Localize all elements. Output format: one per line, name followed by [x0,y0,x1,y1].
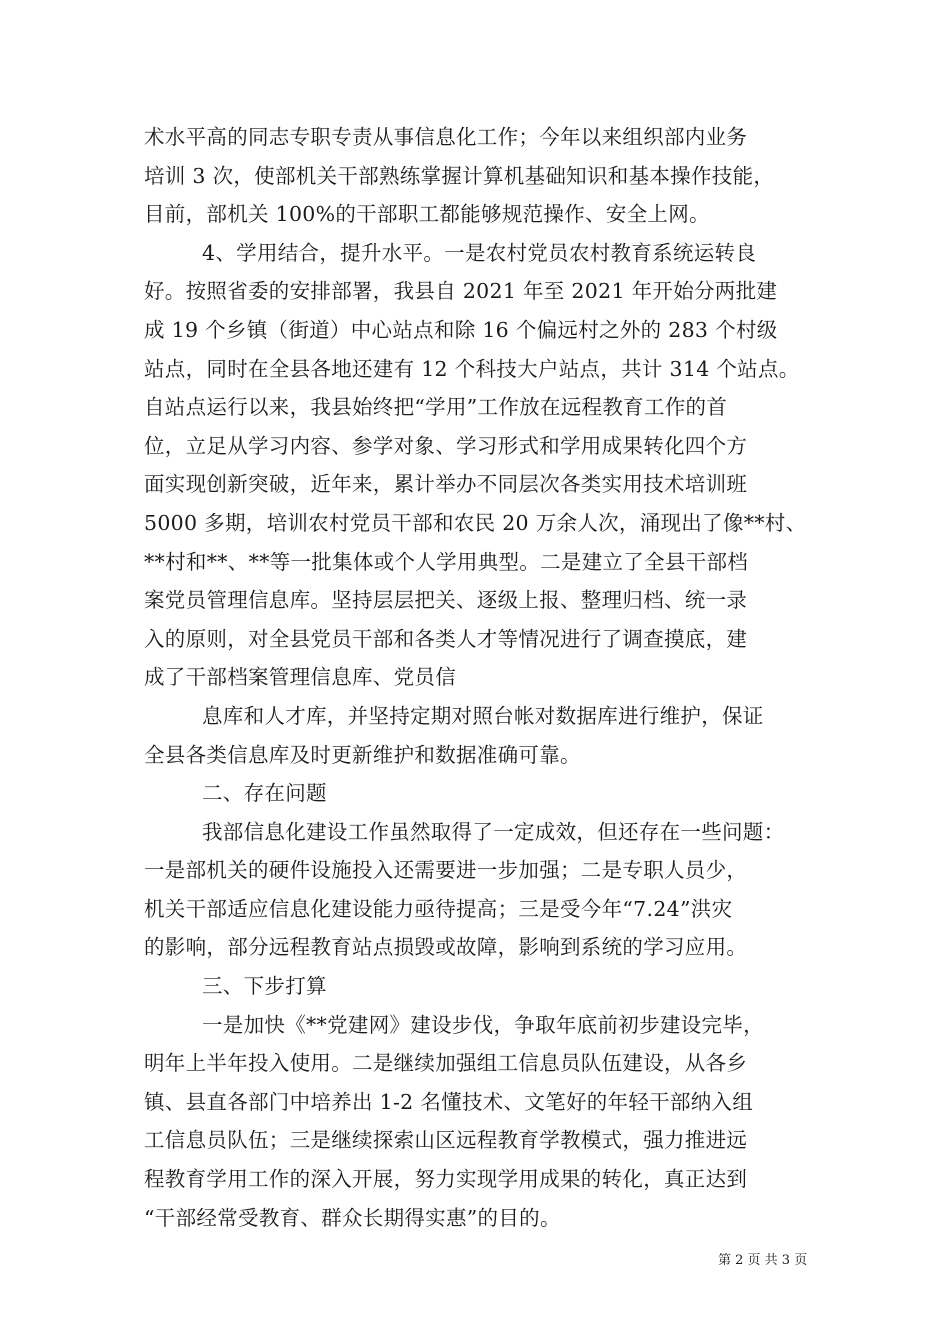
text-line: 一是部机关的硬件设施投入还需要进一步加强；二是专职人员少， [144,858,748,883]
page-number-footer: 第 2 页 共 3 页 [718,1253,808,1268]
text-line: 机关干部适应信息化建设能力亟待提高；三是受今年“7.24”洪灾 [144,896,733,921]
text-line: 明年上半年投入使用。二是继续加强组工信息员队伍建设，从各乡 [144,1051,748,1076]
text-line: 4、学用结合，提升水平。一是农村党员农村教育系统运转良 [202,240,757,265]
text-line: 培训 3 次，使部机关干部熟练掌握计算机基础知识和基本操作技能， [144,163,775,188]
text-line: “干部经常受教育、群众长期得实惠”的目的。 [144,1205,561,1230]
text-line: 二、存在问题 [202,781,327,806]
text-line: 成了干部档案管理信息库、党员信 [144,665,456,690]
text-line: 成 19 个乡镇（街道）中心站点和除 16 个偏远村之外的 283 个村级 [144,317,778,342]
text-line: 我部信息化建设工作虽然取得了一定成效，但还存在一些问题： [202,819,785,844]
text-line: 站点，同时在全县各地还建有 12 个科技大户站点，共计 314 个站点。 [144,356,800,381]
text-line: 位，立足从学习内容、参学对象、学习形式和学用成果转化四个方 [144,433,748,458]
text-line: 程教育学用工作的深入开展，努力实现学用成果的转化，真正达到 [144,1167,748,1192]
text-line: 的影响，部分远程教育站点损毁或故障，影响到系统的学习应用。 [144,935,748,960]
body-text [144,118,810,1237]
text-line: 面实现创新突破，近年来，累计举办不同层次各类实用技术培训班 [144,472,748,497]
text-line: 目前，部机关 100%的干部职工都能够规范操作、安全上网。 [144,202,710,227]
text-line: 5000 多期，培训农村党员干部和农民 20 万余人次，涌现出了像**村、 [144,510,807,535]
text-line: 工信息员队伍；三是继续探索山区远程教育学教模式，强力推进远 [144,1128,748,1153]
text-line: 息库和人才库，并坚持定期对照台帐对数据库进行维护，保证 [202,703,764,728]
text-line: 好。按照省委的安排部署，我县自 2021 年至 2021 年开始分两批建 [144,279,778,304]
text-line: 自站点运行以来，我县始终把“学用”工作放在远程教育工作的首 [144,395,728,420]
text-line: 案党员管理信息库。坚持层层把关、逐级上报、整理归档、统一录 [144,588,748,613]
text-line: **村和**、**等一批集体或个人学用典型。二是建立了全县干部档 [144,549,749,574]
text-line: 镇、县直各部门中培养出 1-2 名懂技术、文笔好的年轻干部纳入组 [144,1089,754,1114]
text-line: 全县各类信息库及时更新维护和数据准确可靠。 [144,742,581,767]
text-line: 三、下步打算 [202,974,327,999]
text-line: 入的原则，对全县党员干部和各类人才等情况进行了调查摸底，建 [144,626,748,651]
text-line: 术水平高的同志专职专责从事信息化工作；今年以来组织部内业务 [144,125,748,149]
text-line: 一是加快《**党建网》建设步伐，争取年底前初步建设完毕， [202,1012,764,1037]
